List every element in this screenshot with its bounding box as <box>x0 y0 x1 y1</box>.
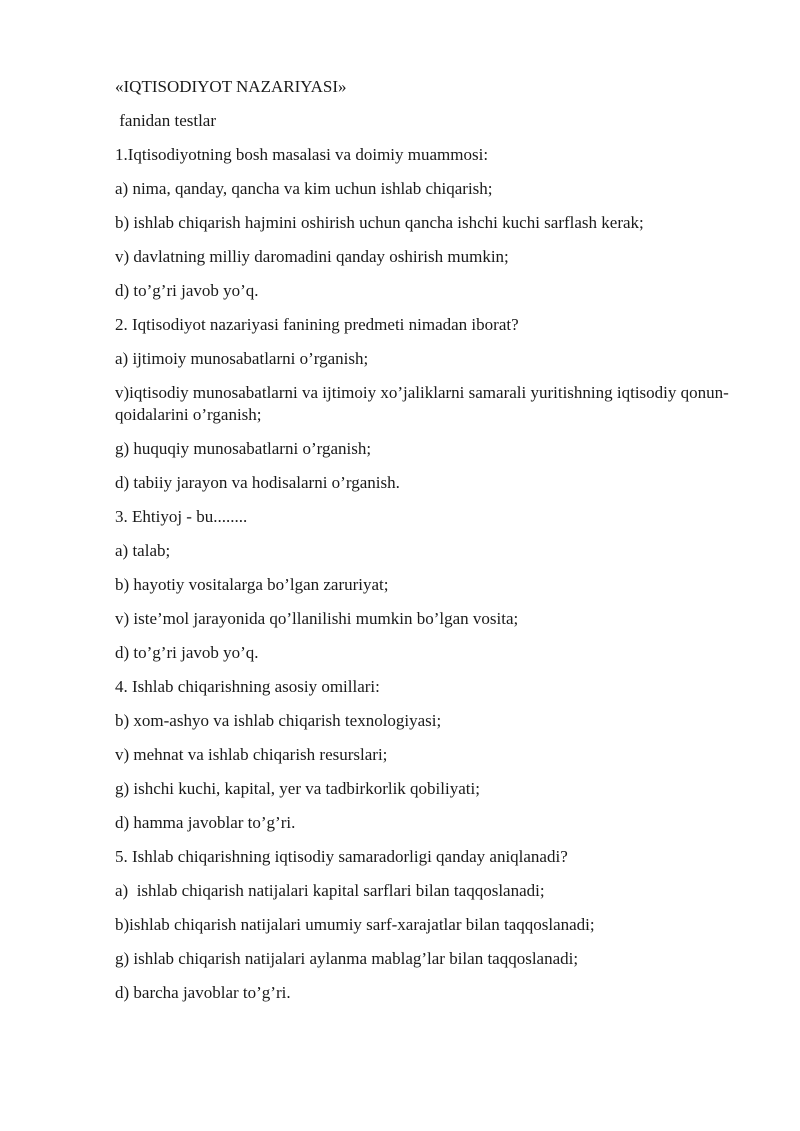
question-1: 1.Iqtisodiyotning bosh masalasi va doimiy muammosi: <box>115 145 489 164</box>
answer-1v: v) davlatning milliy daromadini qanday oshirish mumkin; <box>115 247 509 266</box>
question-5: 5. Ishlab chiqarishning iqtisodiy samaradorligi qanday aniqlanadi? <box>115 847 568 866</box>
answer-1b: b) ishlab chiqarish hajmini oshirish uchun qancha ishchi kuchi sarflash kerak; <box>115 213 644 232</box>
answer-1a: a) nima, qanday, qancha va kim uchun ishlab chiqarish; <box>115 179 493 198</box>
answer-2d: d) tabiiy jarayon va hodisalarni o’rganish. <box>115 473 400 492</box>
answer-5b: b)ishlab chiqarish natijalari umumiy sarf-xarajatlar bilan taqqoslanadi; <box>115 915 595 934</box>
answer-4g: g) ishchi kuchi, kapital, yer va tadbirkorlik qobiliyati; <box>115 779 480 798</box>
question-4: 4. Ishlab chiqarishning asosiy omillari: <box>115 677 380 696</box>
answer-3d: d) to’g’ri javob yo’q. <box>115 643 259 662</box>
answer-5g: g) ishlab chiqarish natijalari aylanma mablag’lar bilan taqqoslanadi; <box>115 949 579 968</box>
answer-4v: v) mehnat va ishlab chiqarish resurslari; <box>115 745 388 764</box>
answer-4d: d) hamma javoblar to’g’ri. <box>115 813 296 832</box>
answer-5d: d) barcha javoblar to’g’ri. <box>115 983 291 1002</box>
question-2: 2. Iqtisodiyot nazariyasi fanining predmeti nimadan iborat? <box>115 315 519 334</box>
answer-3a: a) talab; <box>115 541 171 560</box>
answer-3v: v) iste’mol jarayonida qo’llanilishi mumkin bo’lgan vosita; <box>115 609 519 628</box>
answer-5a: a) ishlab chiqarish natijalari kapital sarflari bilan taqqoslanadi; <box>115 881 545 900</box>
answer-1d: d) to’g’ri javob yo’q. <box>115 281 259 300</box>
answer-4b: b) xom-ashyo va ishlab chiqarish texnologiyasi; <box>115 711 442 730</box>
document-subtitle: fanidan testlar <box>115 111 217 130</box>
document-title: «IQTISODIYOT NAZARIYASI» <box>115 77 347 96</box>
document-page <box>115 76 745 1016</box>
answer-3b: b) hayotiy vositalarga bo’lgan zaruriyat; <box>115 575 389 594</box>
question-3: 3. Ehtiyoj - bu........ <box>115 507 248 526</box>
answer-2v: v)iqtisodiy munosabatlarni va ijtimoiy xo’jaliklarni samarali yuritishning iqtisodiy qonun-qoidalarini o’rganish; <box>115 383 729 424</box>
answer-2a: a) ijtimoiy munosabatlarni o’rganish; <box>115 349 369 368</box>
answer-2g: g) huquqiy munosabatlarni o’rganish; <box>115 439 372 458</box>
